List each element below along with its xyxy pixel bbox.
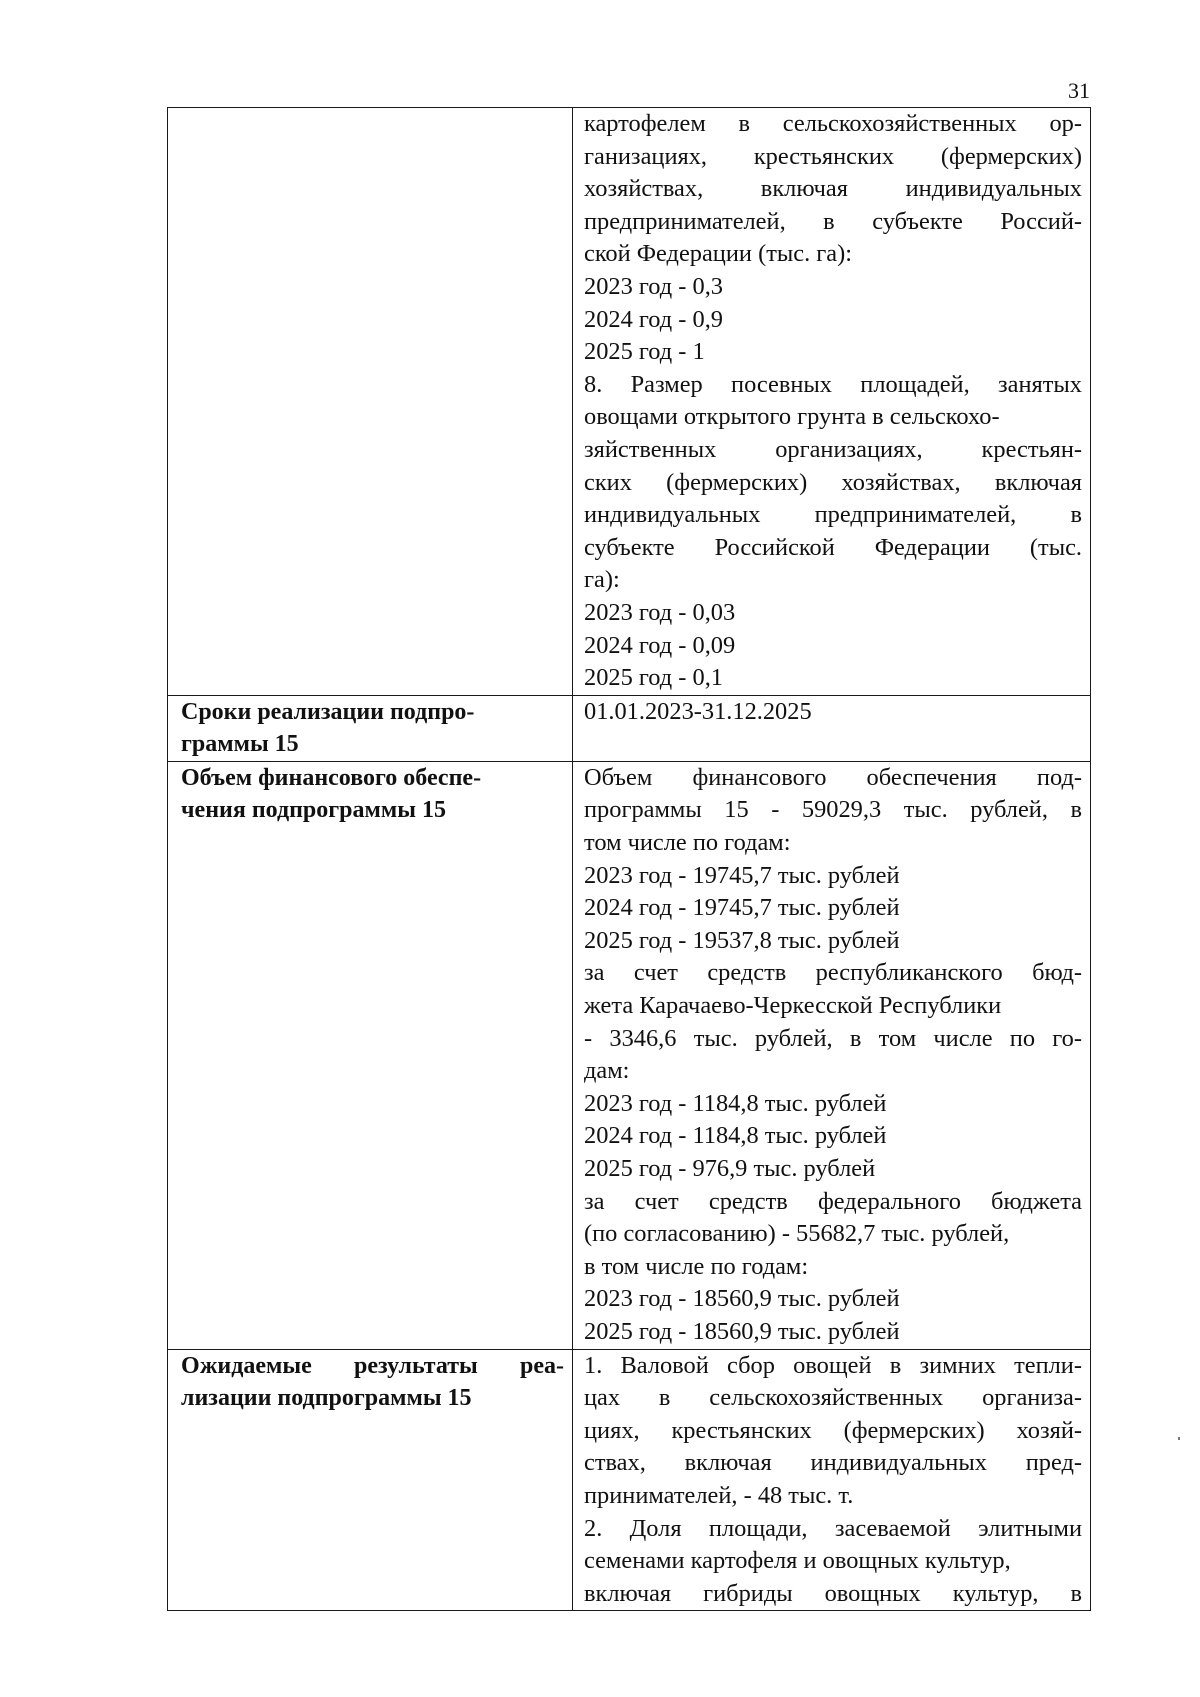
row-value-line: 2025 год - 1: [584, 338, 705, 366]
row-value-line: 8. Размер посевных площадей, занятых: [584, 370, 1082, 398]
row-label-line: граммы 15: [181, 731, 299, 758]
row-value-cell: [573, 1349, 1091, 1611]
row-label-line: Ожидаемые результаты реа-: [181, 1352, 564, 1379]
row-label-cell: [168, 761, 573, 1349]
row-value-line: 2025 год - 18560,9 тыс. рублей: [584, 1317, 900, 1345]
row-value-line: ствах, включая индивидуальных пред-: [584, 1449, 1082, 1477]
row-value-line: том числе по годам:: [584, 829, 791, 857]
row-value-line: индивидуальных предпринимателей, в: [584, 501, 1082, 529]
table-row: [168, 108, 1091, 696]
row-value-line: 2023 год - 18560,9 тыс. рублей: [584, 1285, 900, 1313]
row-value-line: овощами открытого грунта в сельскохо-: [584, 403, 1000, 431]
row-value-line: 2024 год - 1184,8 тыс. рублей: [584, 1122, 887, 1150]
row-value-line: 2024 год - 0,09: [584, 631, 736, 659]
row-value-line: предпринимателей, в субъекте Россий-: [584, 207, 1082, 235]
row-value-line: программы 15 - 59029,3 тыс. рублей, в: [584, 796, 1082, 824]
row-value-line: Объем финансового обеспечения под-: [584, 763, 1082, 791]
row-value-line: 2025 год - 0,1: [584, 664, 723, 692]
table-row: [168, 761, 1091, 1349]
row-value-line: в том числе по годам:: [584, 1252, 809, 1280]
row-value-line: 2. Доля площади, засеваемой элитными: [584, 1514, 1082, 1542]
row-label-line: Сроки реализации подпро-: [181, 698, 475, 725]
row-value-line: 2025 год - 976,9 тыс. рублей: [584, 1155, 876, 1182]
row-value-line: цах в сельскохозяйственных организа-: [584, 1384, 1082, 1412]
row-value-line: - 3346,6 тыс. рублей, в том числе по го-: [584, 1024, 1082, 1052]
row-label-line: Объем финансового обеспе-: [181, 764, 482, 791]
table-row: [168, 695, 1091, 761]
row-value-line: ских (фермерских) хозяйствах, включая: [584, 468, 1082, 496]
page-number: 31: [1068, 78, 1090, 103]
row-label-line: лизации подпрограммы 15: [181, 1385, 472, 1412]
row-value-line: 2024 год - 19745,7 тыс. рублей: [584, 894, 900, 922]
row-value-line: 2025 год - 19537,8 тыс. рублей: [584, 926, 900, 954]
row-value-cell: [573, 695, 1091, 761]
row-value-line: за счет средств федерального бюджета: [584, 1187, 1082, 1215]
scan-speck: [1178, 1437, 1180, 1440]
row-label-cell: [168, 695, 573, 761]
row-value-line: картофелем в сельскохозяйственных ор-: [584, 110, 1082, 137]
row-value-line: га):: [584, 566, 620, 594]
row-value-line: жета Карачаево-Черкесской Республики: [584, 992, 1002, 1020]
row-value-line: 2023 год - 1184,8 тыс. рублей: [584, 1089, 887, 1117]
row-value-cell: [573, 108, 1091, 696]
table-body: [168, 108, 1091, 1611]
row-value-cell: [573, 761, 1091, 1349]
row-value-line: (по согласованию) - 55682,7 тыс. рублей,: [584, 1220, 1010, 1248]
row-value-line: за счет средств республиканского бюд-: [584, 959, 1082, 987]
row-value-line: 2023 год - 19745,7 тыс. рублей: [584, 861, 900, 889]
row-value-line: включая гибриды овощных культур, в: [584, 1579, 1082, 1607]
row-value-line: хозяйствах, включая индивидуальных: [584, 175, 1082, 203]
row-value-line: семенами картофеля и овощных культур,: [584, 1547, 1011, 1575]
row-value-line: ганизациях, крестьянских (фермерских): [584, 142, 1082, 170]
row-value-line: дам:: [584, 1057, 630, 1085]
row-value-line: 2023 год - 0,3: [584, 272, 723, 300]
row-label-cell: [168, 108, 573, 696]
table-row: [168, 1349, 1091, 1611]
row-value-line: 01.01.2023-31.12.2025: [584, 697, 812, 725]
row-label-line: чения подпрограммы 15: [181, 797, 446, 824]
row-value-line: принимателей, - 48 тыс. т.: [584, 1481, 854, 1509]
row-value-line: 2024 год - 0,9: [584, 305, 723, 333]
row-value-line: циях, крестьянских (фермерских) хозяй-: [584, 1416, 1082, 1444]
row-value-line: 1. Валовой сбор овощей в зимних тепли-: [584, 1351, 1082, 1379]
row-label-cell: [168, 1349, 573, 1611]
row-value-line: субъекте Российской Федерации (тыс.: [584, 533, 1082, 561]
row-value-line: 2023 год - 0,03: [584, 598, 736, 626]
subprogram-passport-table: [167, 107, 1091, 1611]
row-value-line: [584, 728, 1082, 761]
row-value-line: зяйственных организациях, крестьян-: [584, 435, 1082, 463]
row-value-line: ской Федерации (тыс. га):: [584, 240, 852, 268]
